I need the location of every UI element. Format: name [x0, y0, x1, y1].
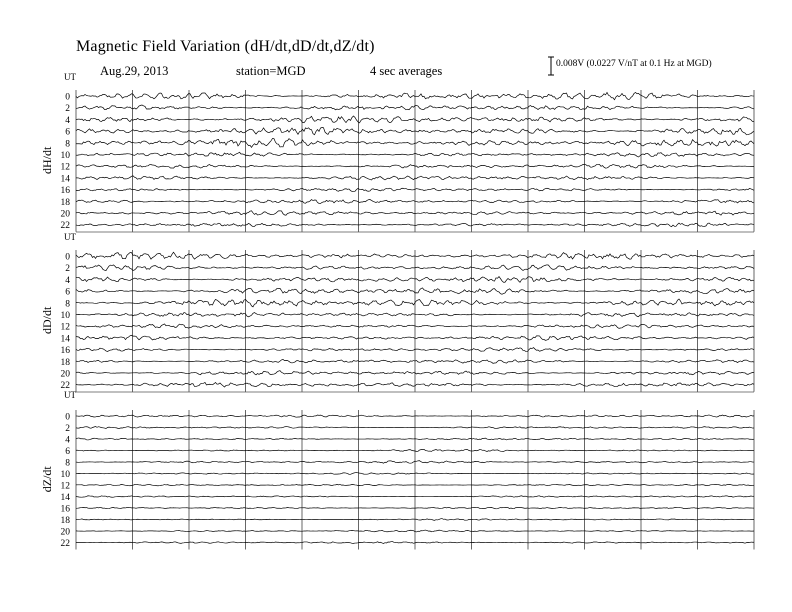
- panel-2: [40, 232, 754, 392]
- row-tick-label: 14: [60, 334, 70, 345]
- row-tick-label: 6: [65, 447, 70, 457]
- chart-title: Magnetic Field Variation (dH/dt,dD/dt,dZ/dt): [76, 38, 375, 55]
- row-tick-label: 10: [60, 311, 70, 321]
- row-tick-label: 14: [60, 174, 70, 185]
- row-tick-label: 20: [60, 209, 70, 220]
- row-tick-label: 16: [60, 346, 70, 357]
- row-tick-label: 2: [65, 424, 70, 434]
- row-tick-label: 16: [60, 504, 70, 515]
- row-tick-label: 6: [65, 127, 70, 138]
- row-tick-label: 12: [60, 162, 70, 173]
- row-tick-label: 22: [60, 381, 70, 392]
- row-tick-label: 12: [60, 481, 70, 492]
- scale-label: 0.008V (0.0227 V/nT at 0.1 Hz at MGD): [556, 59, 712, 69]
- ut-label: UT: [64, 390, 76, 400]
- row-tick-label: 22: [60, 221, 70, 232]
- row-tick-label: 8: [65, 139, 70, 150]
- row-tick-label: 4: [65, 275, 70, 286]
- row-tick-label: 0: [65, 412, 70, 423]
- row-tick-label: 12: [60, 322, 70, 333]
- averaging-label: 4 sec averages: [370, 64, 443, 78]
- row-tick-label: 16: [60, 186, 70, 197]
- panel-3: [40, 390, 754, 550]
- station-label: station=MGD: [236, 64, 306, 78]
- row-tick-label: 18: [60, 516, 70, 526]
- row-tick-label: 8: [65, 458, 70, 469]
- row-tick-label: 8: [65, 299, 70, 310]
- row-tick-label: 0: [65, 92, 70, 103]
- panel-label: dZ/dt: [40, 466, 54, 493]
- row-tick-label: 2: [65, 264, 70, 275]
- ut-label: UT: [64, 232, 76, 242]
- row-tick-label: 0: [65, 252, 70, 263]
- row-tick-label: 4: [65, 115, 70, 126]
- panel-label: dD/dt: [40, 306, 54, 335]
- row-tick-label: 20: [60, 527, 70, 538]
- panel-1: [40, 72, 754, 232]
- row-tick-label: 6: [65, 287, 70, 298]
- row-tick-label: 22: [60, 539, 70, 549]
- row-tick-label: 20: [60, 369, 70, 380]
- date-label: Aug.29, 2013: [100, 64, 169, 78]
- row-tick-label: 18: [60, 197, 70, 208]
- row-tick-label: 2: [65, 104, 70, 115]
- row-tick-label: 4: [65, 435, 70, 446]
- row-tick-label: 10: [60, 151, 70, 161]
- row-tick-label: 14: [60, 493, 70, 503]
- row-tick-label: 18: [60, 357, 70, 368]
- row-tick-label: 10: [60, 470, 70, 480]
- panel-label: dH/dt: [40, 146, 54, 175]
- ut-label: UT: [64, 72, 76, 82]
